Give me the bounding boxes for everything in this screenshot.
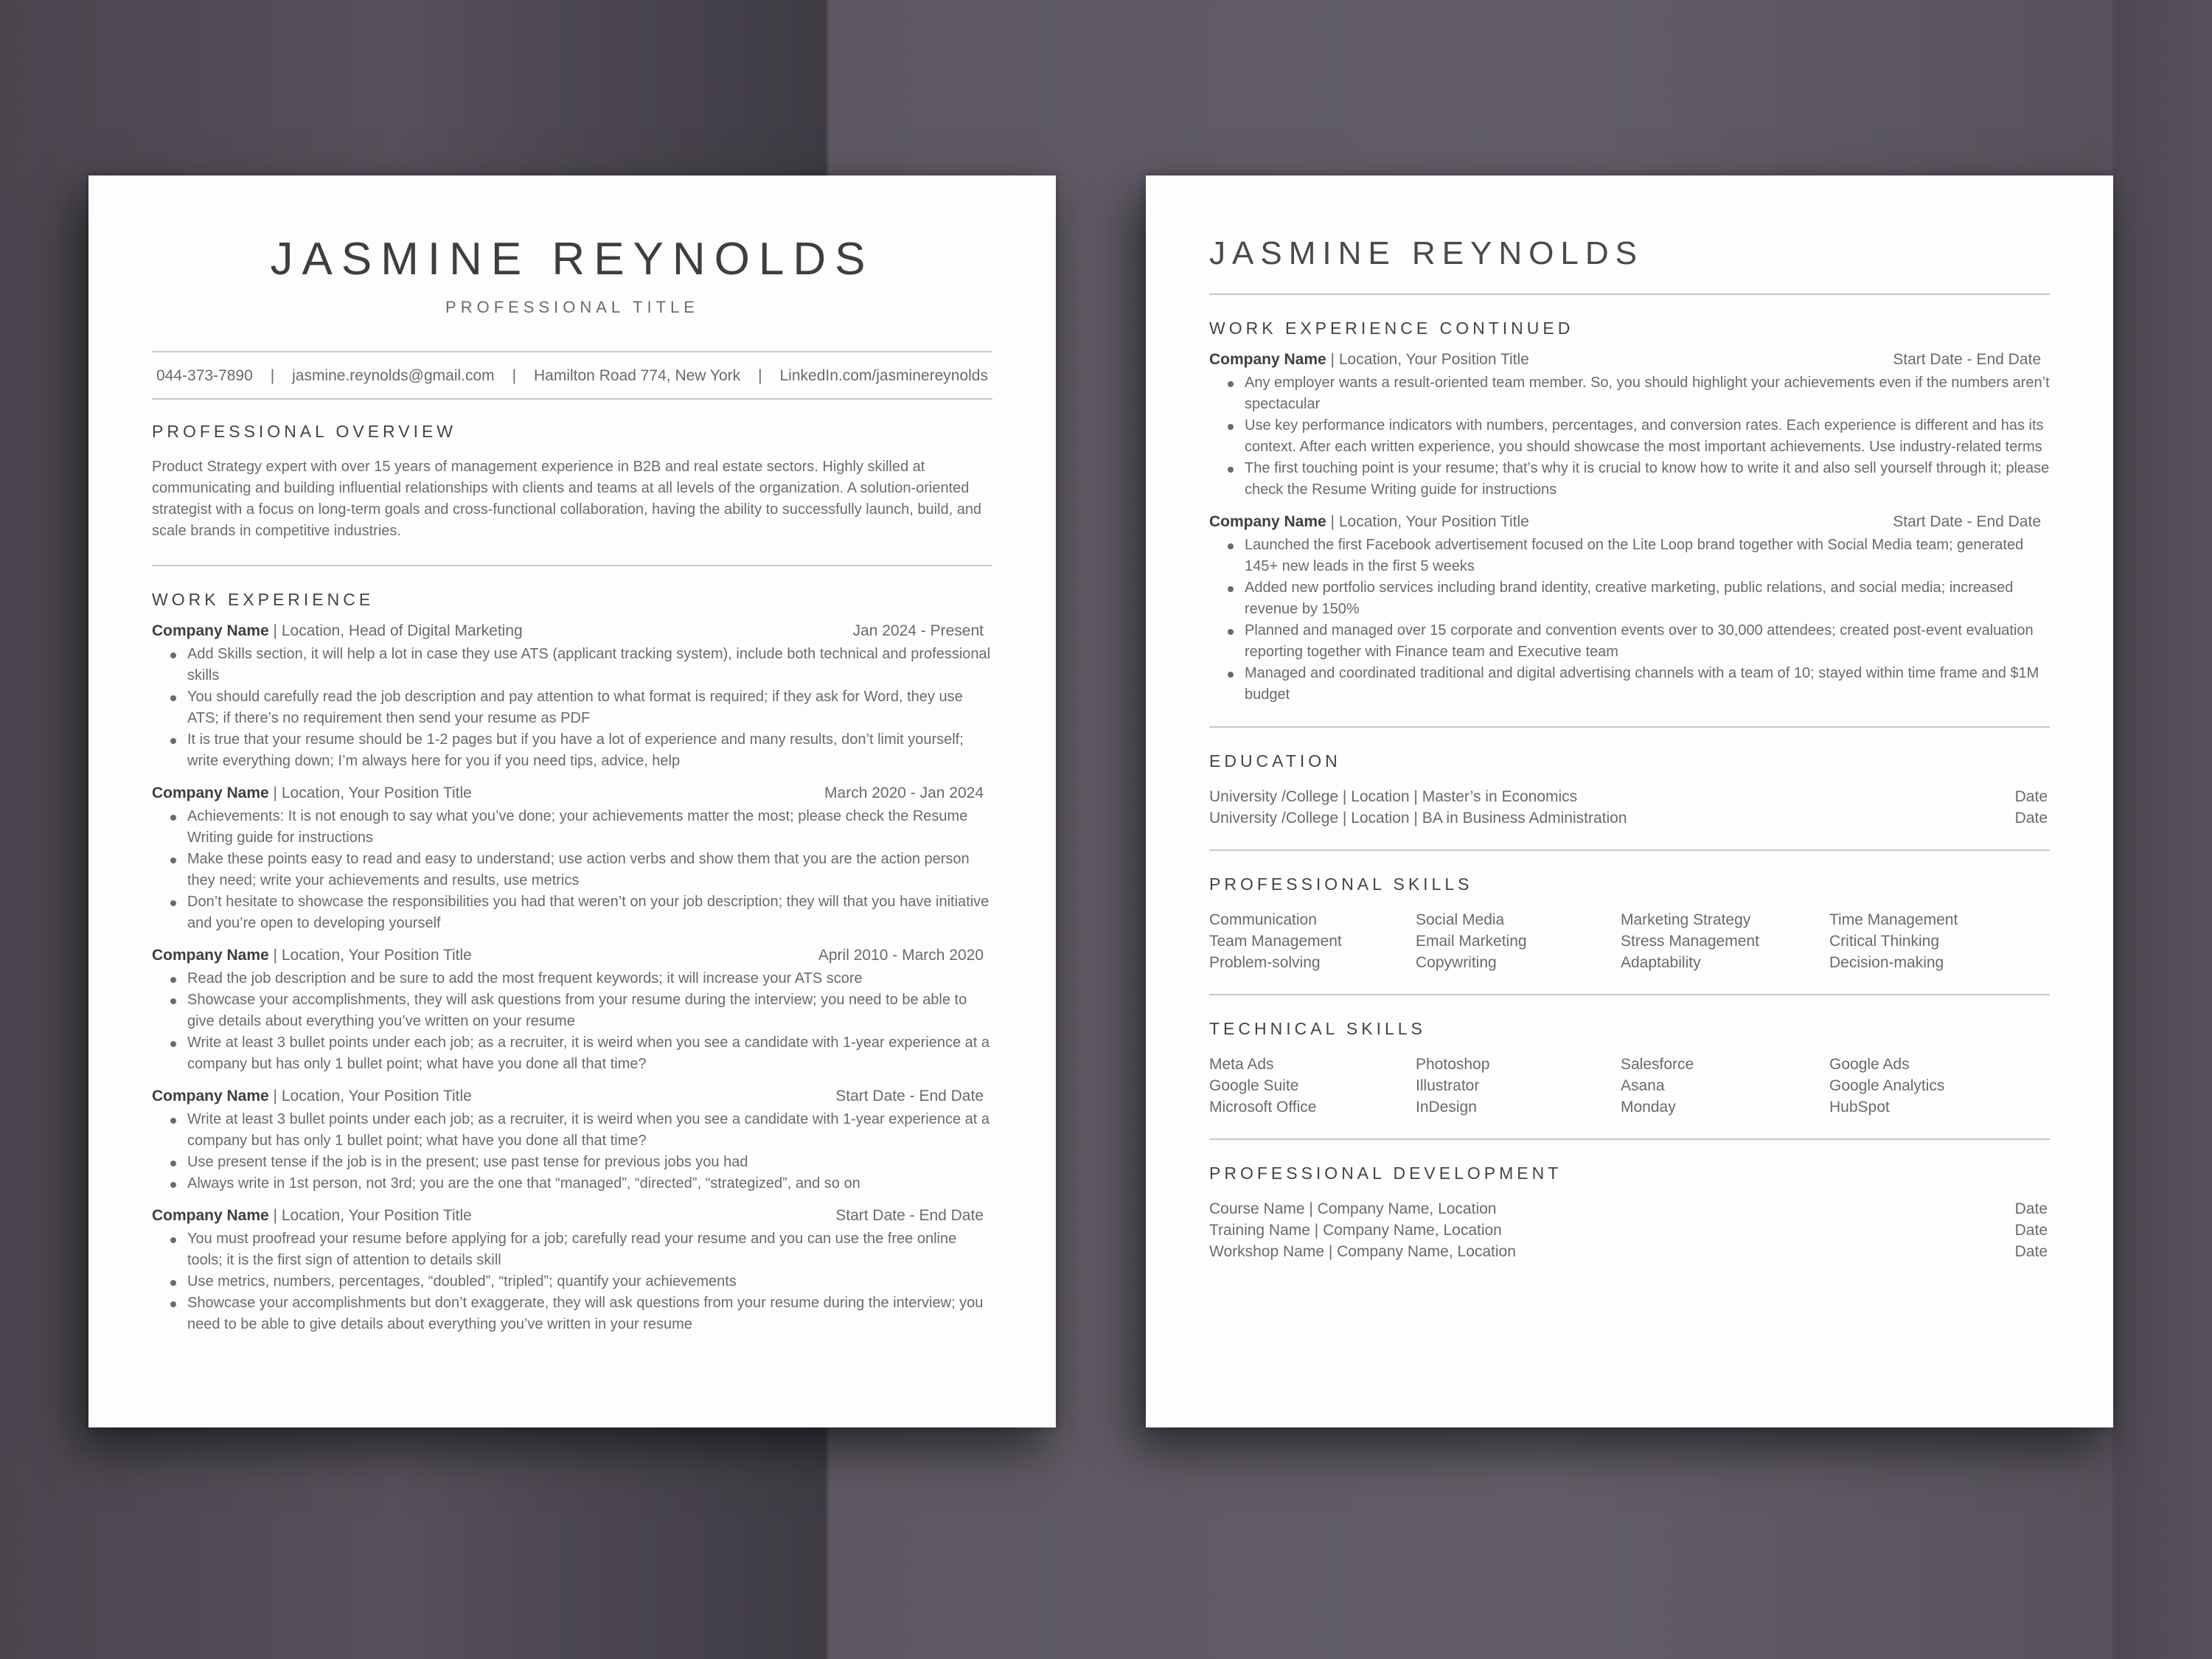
skill-item: Marketing Strategy — [1621, 911, 1751, 928]
development-row — [1209, 1198, 2050, 1220]
job-header — [152, 620, 992, 642]
skill-item: Communication — [1209, 911, 1317, 928]
bullet-item: Use key performance indicators with numbers, percentages, and conversion rates. Each experience is different and has its context. After each written experience, you should showcase the most important achievements. Use industry-related terms — [1245, 415, 2050, 458]
company-name: Company Name — [152, 947, 269, 964]
skill-item: Decision-making — [1829, 954, 1944, 971]
job-dates: Start Date - End Date — [835, 1207, 984, 1224]
contact-separator: | — [512, 367, 517, 384]
bullet-item: Read the job description and be sure to add the most frequent keywords; it will increase your ATS score — [187, 968, 992, 990]
development-row — [1209, 1220, 2050, 1241]
job-title-line — [152, 782, 472, 804]
bullet-item: Always write in 1st person, not 3rd; you are the one that “managed”, “directed”, “strategized”, and so on — [187, 1173, 992, 1194]
job-title-line — [152, 945, 472, 967]
development-row-date: Date — [2014, 1200, 2048, 1217]
bullet-item: You must proofread your resume before applying for a job; carefully read your resume and you can use the free online tools; it is the first sign of attention to details skill — [187, 1228, 992, 1271]
development-row — [1209, 1241, 2050, 1262]
candidate-name: JASMINE REYNOLDS — [270, 234, 874, 285]
job-bullets — [152, 1109, 992, 1194]
development-row-date: Date — [2014, 1222, 2048, 1239]
divider — [152, 565, 992, 566]
job-header — [152, 945, 992, 967]
bullet-item: Any employer wants a result-oriented team member. So, you should highlight your achievements even if the numbers aren’t spectacular — [1245, 372, 2050, 415]
skill-item: Copywriting — [1416, 954, 1497, 971]
job-details: | Location, Your Position Title — [268, 1207, 472, 1224]
job-bullets — [1209, 372, 2050, 501]
bullet-item: Make these points easy to read and easy to understand; use action verbs and show them that you are the action person they need; write your achievements and results, use metrics — [187, 849, 992, 891]
technical-skill-item: InDesign — [1416, 1099, 1477, 1116]
development-row-text: Course Name | Company Name, Location — [1209, 1200, 1497, 1217]
bullet-item: Showcase your accomplishments, they will ask questions from your resume during the interview; you need to be able to give details about everything you’ve written on your resume — [187, 990, 992, 1032]
contact-separator: | — [758, 367, 762, 384]
technical-skills-grid — [1209, 1054, 2050, 1118]
technical-skill-item: HubSpot — [1829, 1099, 1890, 1116]
section-title-work: WORK EXPERIENCE — [152, 590, 375, 609]
job-details: | Location, Your Position Title — [1326, 351, 1529, 368]
job-dates: Start Date - End Date — [835, 1088, 984, 1105]
job-bullets — [152, 968, 992, 1075]
job-bullets — [152, 1228, 992, 1335]
resume-page-2 — [1146, 175, 2113, 1427]
section-title-skills: PROFESSIONAL SKILLS — [1209, 874, 1473, 894]
work-experience-list — [152, 620, 992, 1335]
technical-skill-item: Google Ads — [1829, 1056, 1910, 1073]
skill-item: Stress Management — [1621, 933, 1759, 950]
technical-skill-item: Meta Ads — [1209, 1056, 1274, 1073]
company-name: Company Name — [152, 1207, 269, 1224]
bullet-item: Added new portfolio services including brand identity, creative marketing, public relations, and social media; increased revenue by 150% — [1245, 577, 2050, 620]
technical-skill-item: Salesforce — [1621, 1056, 1694, 1073]
job-details: | Location, Head of Digital Marketing — [268, 622, 523, 639]
skill-item: Team Management — [1209, 933, 1342, 950]
section-title-development: PROFESSIONAL DEVELOPMENT — [1209, 1164, 1562, 1183]
skill-item: Email Marketing — [1416, 933, 1527, 950]
job-bullets — [1209, 535, 2050, 706]
skills-grid — [1209, 909, 2050, 973]
education-row-date: Date — [2014, 810, 2048, 827]
job-title-line — [1209, 349, 1529, 371]
overview-text: Product Strategy expert with over 15 years of management experience in B2B and real estate sectors. Highly skilled at communicating and building influential relationships with clients and teams at all levels of the organization. A solution-oriented strategist with a focus on long-term goals and cross-functional collaboration, having the ability to successfully launch, build, and scale brands in competitive industries. — [152, 459, 982, 539]
contact-address: Hamilton Road 774, New York — [534, 367, 741, 384]
job-dates: Jan 2024 - Present — [852, 622, 984, 639]
education-list — [1209, 786, 2050, 829]
section-title-education: EDUCATION — [1209, 751, 1341, 771]
technical-skill-item: Google Suite — [1209, 1077, 1299, 1094]
development-row-date: Date — [2014, 1243, 2048, 1260]
divider — [152, 398, 992, 400]
job-details: | Location, Your Position Title — [268, 785, 472, 801]
contact-separator: | — [270, 367, 275, 384]
skill-item: Adaptability — [1621, 954, 1701, 971]
divider — [1209, 726, 2050, 728]
skill-item: Problem-solving — [1209, 954, 1321, 971]
job-entry — [1209, 349, 2050, 501]
divider — [1209, 1138, 2050, 1140]
bullet-item: Don’t hesitate to showcase the responsibilities you had that weren’t on your job description; they will that you have initiative and you’re open to developing yourself — [187, 891, 992, 934]
resume-page-1 — [88, 175, 1056, 1427]
professional-title: PROFESSIONAL TITLE — [445, 298, 699, 316]
technical-skill-item: Monday — [1621, 1099, 1676, 1116]
technical-skill-item: Asana — [1621, 1077, 1665, 1094]
job-header — [152, 782, 992, 804]
job-header — [152, 1205, 992, 1227]
bullet-item: Showcase your accomplishments but don’t exaggerate, they will ask questions from your resume during the interview; you need to be able to give details about everything you’ve written in your resume — [187, 1293, 992, 1335]
education-row — [1209, 807, 2050, 829]
company-name: Company Name — [152, 1088, 269, 1105]
bullet-item: Use present tense if the job is in the present; use past tense for previous jobs you had — [187, 1152, 992, 1173]
section-title-overview: PROFESSIONAL OVERVIEW — [152, 422, 457, 441]
job-bullets — [152, 644, 992, 772]
job-title-line — [152, 1085, 472, 1107]
bullet-item: Managed and coordinated traditional and digital advertising channels with a team of 10; stayed within time frame and $1M budget — [1245, 663, 2050, 706]
job-entry — [1209, 511, 2050, 706]
job-dates: Start Date - End Date — [1893, 351, 2041, 368]
contact-linkedin: LinkedIn.com/jasminereynolds — [779, 367, 988, 384]
job-header — [152, 1085, 992, 1107]
technical-skill-item: Google Analytics — [1829, 1077, 1945, 1094]
company-name: Company Name — [1209, 351, 1326, 368]
contact-bar — [152, 352, 992, 398]
bullet-item: Write at least 3 bullet points under each job; as a recruiter, it is weird when you see a candidate with 1-year experience at a company but has only 1 bullet point; what have you done all that time? — [187, 1032, 992, 1075]
contact-email: jasmine.reynolds@gmail.com — [292, 367, 495, 384]
bullet-item: Write at least 3 bullet points under each job; as a recruiter, it is weird when you see a candidate with 1-year experience at a company but has only 1 bullet point; what have you done all that time? — [187, 1109, 992, 1152]
job-entry — [152, 945, 992, 1075]
job-bullets — [152, 806, 992, 934]
company-name: Company Name — [152, 785, 269, 801]
bullet-item: Achievements: It is not enough to say what you’ve done; your achievements matter the most; please check the Resume Writing guide for instructions — [187, 806, 992, 849]
job-title-line — [152, 620, 523, 642]
bullet-item: Launched the first Facebook advertisement focused on the Lite Loop brand together with Social Media team; generated 145+ new leads in the first 5 weeks — [1245, 535, 2050, 577]
divider — [1209, 994, 2050, 995]
job-details: | Location, Your Position Title — [1326, 513, 1529, 530]
development-row-text: Workshop Name | Company Name, Location — [1209, 1243, 1516, 1260]
divider — [1209, 293, 2050, 295]
job-title-line — [152, 1205, 472, 1227]
job-entry — [152, 1085, 992, 1194]
bullet-item: It is true that your resume should be 1-2 pages but if you have a lot of experience and many results, don’t limit yourself; write everything down; I’m always here for you if you need tips, advice, help — [187, 729, 992, 772]
job-dates: March 2020 - Jan 2024 — [824, 785, 984, 801]
job-dates: Start Date - End Date — [1893, 513, 2041, 530]
job-header — [1209, 349, 2050, 371]
technical-skill-item: Photoshop — [1416, 1056, 1490, 1073]
job-entry — [152, 1205, 992, 1335]
bullet-item: Add Skills section, it will help a lot in case they use ATS (applicant tracking system), include both technical and professional skills — [187, 644, 992, 686]
job-title-line — [1209, 511, 1529, 533]
education-row-text: University /College | Location | Master’s in Economics — [1209, 788, 1578, 805]
company-name: Company Name — [1209, 513, 1326, 530]
bullet-item: Planned and managed over 15 corporate and convention events over to 30,000 attendees; created post-event evaluation reporting together with Finance team and Executive team — [1245, 620, 2050, 663]
education-row-text: University /College | Location | BA in Business Administration — [1209, 810, 1627, 827]
work-experience-list — [1209, 349, 2050, 706]
skill-item: Time Management — [1829, 911, 1958, 928]
bullet-item: You should carefully read the job description and pay attention to what format is required; if they ask for Word, they use ATS; if there’s no requirement then send your resume as PDF — [187, 686, 992, 729]
job-details: | Location, Your Position Title — [268, 947, 472, 964]
development-list — [1209, 1198, 2050, 1262]
education-row — [1209, 786, 2050, 807]
skill-item: Social Media — [1416, 911, 1505, 928]
candidate-name: JASMINE REYNOLDS — [1209, 235, 1644, 271]
section-title-work-continued: WORK EXPERIENCE CONTINUED — [1209, 319, 1574, 338]
job-header — [1209, 511, 2050, 533]
company-name: Company Name — [152, 622, 269, 639]
job-entry — [152, 620, 992, 772]
technical-skill-item: Microsoft Office — [1209, 1099, 1317, 1116]
bullet-item: The first touching point is your resume; that’s why it is crucial to know how to write it and also sell yourself through it; please check the Resume Writing guide for instructions — [1245, 458, 2050, 501]
section-title-technical: TECHNICAL SKILLS — [1209, 1019, 1426, 1038]
education-row-date: Date — [2014, 788, 2048, 805]
contact-phone: 044-373-7890 — [156, 367, 253, 384]
job-dates: April 2010 - March 2020 — [818, 947, 984, 964]
skill-item: Critical Thinking — [1829, 933, 1939, 950]
technical-skill-item: Illustrator — [1416, 1077, 1480, 1094]
job-entry — [152, 782, 992, 934]
bullet-item: Use metrics, numbers, percentages, “doubled”, “tripled”; quantify your achievements — [187, 1271, 992, 1293]
divider — [1209, 849, 2050, 851]
development-row-text: Training Name | Company Name, Location — [1209, 1222, 1502, 1239]
job-details: | Location, Your Position Title — [268, 1088, 472, 1105]
